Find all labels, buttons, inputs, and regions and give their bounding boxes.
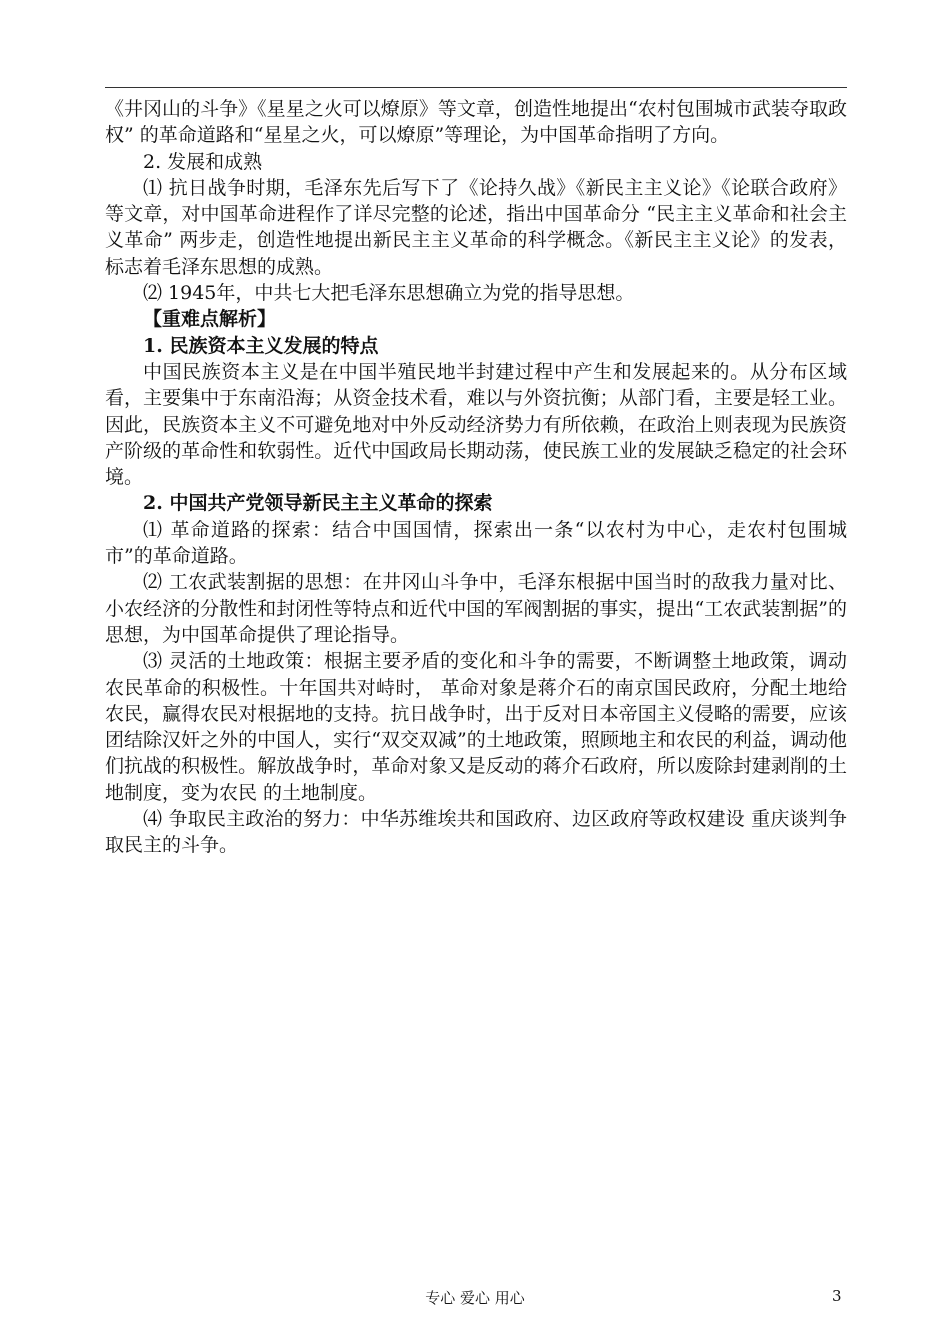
paragraph-item-2: ⑵ 1945年，中共七大把毛泽东思想确立为党的指导思想。: [143, 282, 635, 305]
subheading-cpc-exploration: 2. 中国共产党领导新民主主义革命的探索: [143, 492, 493, 515]
paragraph-continuation: 《井冈山的斗争》《星星之火可以燎原》等文章，创造性地提出“农村包围城市武装夺取政权” 的革命道路和“星星之火，可以燎原”等理论，为中国革命指明了方向。: [105, 98, 847, 147]
paragraph-democracy: ⑷ 争取民主政治的努力：中华苏维埃共和国政府、边区政府等政权建设 重庆谈判争取民主的斗争。: [105, 808, 847, 857]
paragraph-national-capitalism: 中国民族资本主义是在中国半殖民地半封建过程中产生和发展起来的。从分布区域看，主要集中于东南沿海；从资金技术看，难以与外资抗衡；从部门看，主要是轻工业。因此，民族资本主义不可避免地对中外反动经济势力有所依赖，在政治上则表现为民族资产阶级的革命性和软弱性。近代中国政局长期动荡，使民族工业的发展缺乏稳定的社会环境。: [105, 360, 847, 489]
document-body: [105, 96, 847, 859]
header-rule: [105, 87, 847, 88]
paragraph-armed-separatism: ⑵ 工农武装割据的思想：在井冈山斗争中，毛泽东根据中国当时的敌我力量对比、小农经济的分散性和封闭性等特点和近代中国的军阀割据的事实，提出“工农武装割据”的思想，为中国革命提供了理论指导。: [105, 571, 847, 646]
paragraph-revolution-road: ⑴ 革命道路的探索：结合中国国情，探索出一条“以农村为中心，走农村包围城市”的革命道路。: [105, 518, 847, 568]
subheading-national-capitalism: 1. 民族资本主义发展的特点: [143, 334, 379, 357]
paragraph-item-1: ⑴ 抗日战争时期，毛泽东先后写下了《论持久战》《新民主主义论》《论联合政府》等文章，对中国革命进程作了详尽完整的论述，指出中国革命分 “民主主义革命和社会主义革命” 两步走，创造性地提出新民主主义革命的科学概念。《新民主主义论》的发表，标志着毛泽东思想的成熟。: [105, 176, 847, 278]
paragraph-land-policy: ⑶ 灵活的土地政策：根据主要矛盾的变化和斗争的需要，不断调整土地政策，调动农民革命的积极性。十年国共对峙时， 革命对象是蒋介石的南京国民政府，分配土地给农民，赢得农民对根据地的支持。抗日战争时，出于反对日本帝国主义侵略的需要，应该团结除汉奸之外的中国人，实行“双交双减”的土地政策，照顾地主和农民的利益，调动他们抗战的积极性。解放战争时，革命对象又是反动的蒋介石政府，所以废除封建剥削的土地制度，变为农民 的土地制度。: [105, 650, 847, 804]
section-heading-development: 2. 发展和成熟: [143, 150, 263, 173]
footer-slogan: 专心 爱心 用心: [425, 1289, 525, 1307]
page-number: 3: [832, 1287, 842, 1305]
key-points-heading: 【重难点解析】: [143, 308, 277, 331]
